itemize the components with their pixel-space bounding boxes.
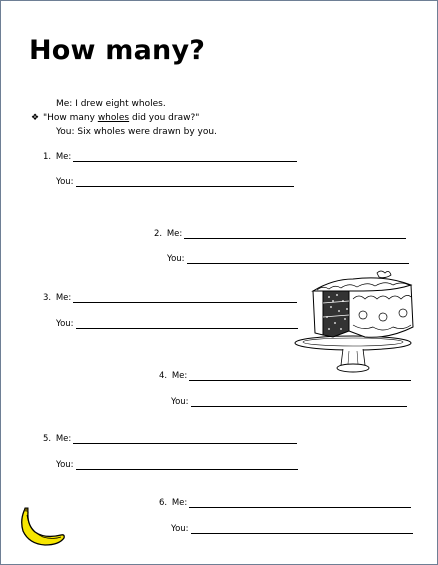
exercise-3-you-row — [56, 319, 298, 329]
exercise-number: 4. — [159, 371, 168, 381]
you-label: You: — [167, 254, 185, 264]
you-label: You: — [171, 524, 189, 534]
me-label: Me: — [171, 371, 188, 381]
question-underlined-word: wholes — [97, 113, 130, 123]
answer-line[interactable] — [76, 178, 294, 187]
answer-line[interactable] — [191, 525, 413, 534]
answer-line[interactable] — [191, 398, 407, 407]
answer-line[interactable] — [76, 320, 298, 329]
you-label: You: — [56, 460, 74, 470]
cake-icon — [293, 269, 421, 379]
answer-line[interactable] — [73, 153, 297, 162]
page-title: How many? — [29, 35, 206, 66]
answer-line[interactable] — [73, 294, 297, 303]
exercise-3-me-row — [43, 293, 297, 303]
banana-icon — [15, 507, 67, 549]
exercise-5-me-row — [43, 434, 297, 444]
exercise-6-me-row — [159, 498, 411, 508]
diamond-bullet-icon: ❖ — [31, 113, 40, 123]
example-you-line: You: Six wholes were drawn by you. — [56, 127, 217, 137]
me-label: Me: — [55, 434, 72, 444]
answer-line[interactable] — [184, 230, 406, 239]
you-label: You: — [56, 319, 74, 329]
answer-line[interactable] — [189, 499, 411, 508]
exercise-1-me-row — [43, 152, 297, 162]
answer-line[interactable] — [76, 461, 298, 470]
you-label: You: — [56, 177, 74, 187]
question-prefix: "How many — [43, 113, 98, 123]
me-label: Me: — [171, 498, 188, 508]
exercise-number: 5. — [43, 434, 52, 444]
answer-line[interactable] — [73, 435, 297, 444]
exercise-6-you-row — [171, 524, 413, 534]
exercise-2-me-row — [154, 229, 406, 239]
me-label: Me: — [55, 293, 72, 303]
exercise-number: 6. — [159, 498, 168, 508]
exercise-2-you-row — [167, 254, 409, 264]
exercise-number: 1. — [43, 152, 52, 162]
example-me-line: Me: I drew eight wholes. — [56, 99, 166, 109]
me-label: Me: — [166, 229, 183, 239]
exercise-number: 2. — [154, 229, 163, 239]
exercise-5-you-row — [56, 460, 298, 470]
example-question — [43, 113, 199, 124]
exercise-4-you-row — [171, 397, 407, 407]
you-label: You: — [171, 397, 189, 407]
exercise-number: 3. — [43, 293, 52, 303]
exercise-1-you-row — [56, 177, 294, 187]
me-label: Me: — [55, 152, 72, 162]
question-suffix: did you draw?" — [129, 113, 200, 123]
answer-line[interactable] — [187, 255, 409, 264]
